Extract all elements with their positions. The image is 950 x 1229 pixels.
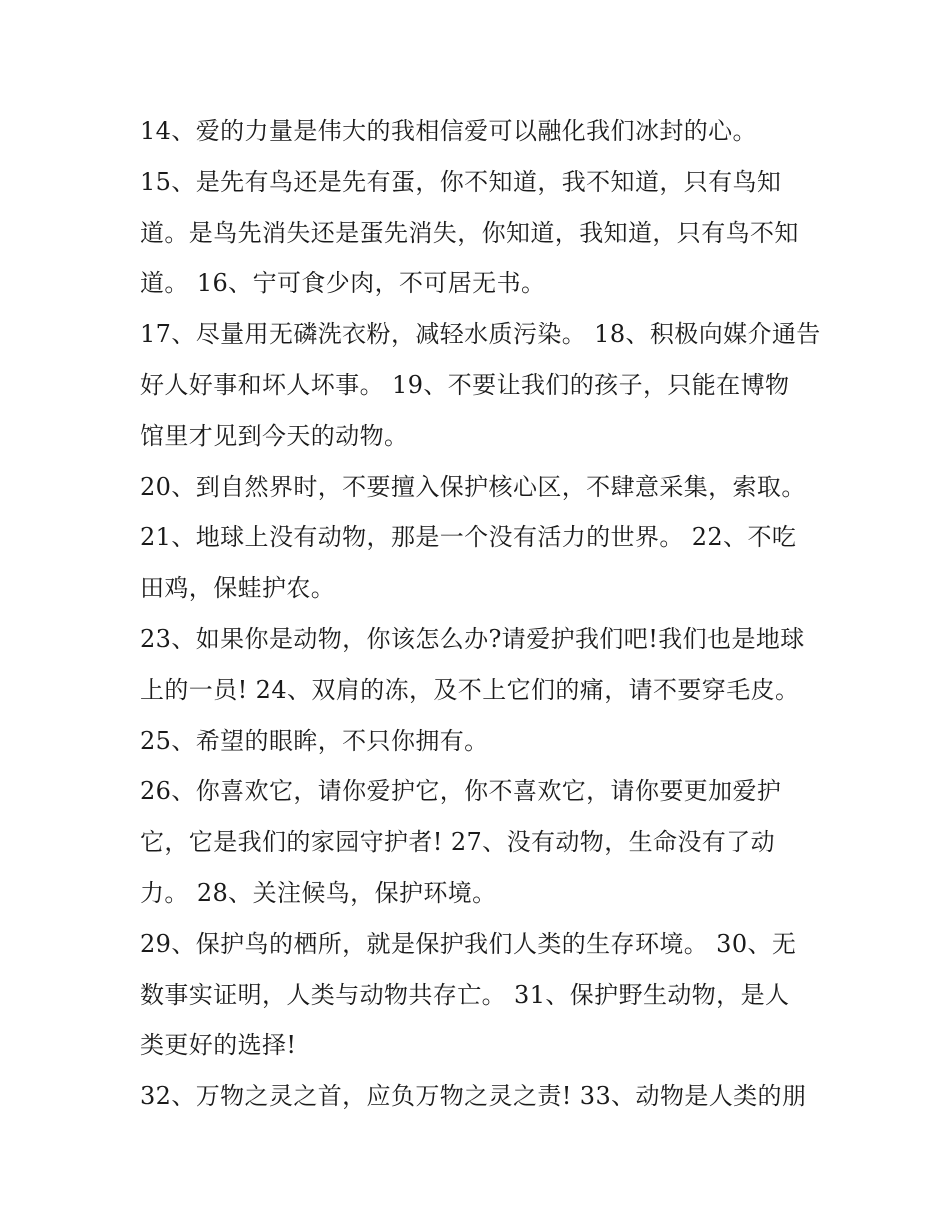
text-line: 道。是鸟先消失还是蛋先消失，你知道，我知道，只有鸟不知 [140,218,799,247]
text-line: 力。 28、关注候鸟，保护环境。 [140,878,497,907]
text-line: 23、如果你是动物，你该怎么办?请爱护我们吧!我们也是地球 [140,624,805,653]
text-line: 它，它是我们的家园守护者! 27、没有动物，生命没有了动 [140,828,776,857]
text-line: 馆里才见到今天的动物。 [140,421,409,450]
text-line: 15、是先有鸟还是先有蛋，你不知道，我不知道，只有鸟知 [140,167,782,196]
text-line: 数事实证明，人类与动物共存亡。 31、保护野生动物，是人 [140,980,790,1009]
text-line: 25、希望的眼眸，不只你拥有。 [140,726,489,755]
text-line: 20、到自然界时，不要擅入保护核心区，不肆意采集，索取。 [140,472,806,501]
text-line: 田鸡，保蛙护农。 [140,574,336,603]
text-line: 上的一员! 24、双肩的冻，及不上它们的痛，请不要穿毛皮。 [140,675,800,704]
text-line: 17、尽量用无磷洗衣粉，减轻水质污染。 18、积极向媒介通告 [140,320,821,349]
text-line: 21、地球上没有动物，那是一个没有活力的世界。 22、不吃 [140,523,797,552]
text-line: 好人好事和坏人坏事。 19、不要让我们的孩子，只能在博物 [140,370,790,399]
text-line: 29、保护鸟的栖所，就是保护我们人类的生存环境。 30、无 [140,929,797,958]
text-line: 道。 16、宁可食少肉，不可居无书。 [140,269,546,298]
text-line: 类更好的选择! [140,1031,297,1060]
text-line: 32、万物之灵之首，应负万物之灵之责! 33、动物是人类的朋 [140,1082,807,1111]
body-text [140,106,840,1122]
text-line: 26、你喜欢它，请你爱护它，你不喜欢它，请你要更加爱护 [140,777,782,806]
text-line: 14、爱的力量是伟大的我相信爱可以融化我们冰封的心。 [140,117,757,145]
